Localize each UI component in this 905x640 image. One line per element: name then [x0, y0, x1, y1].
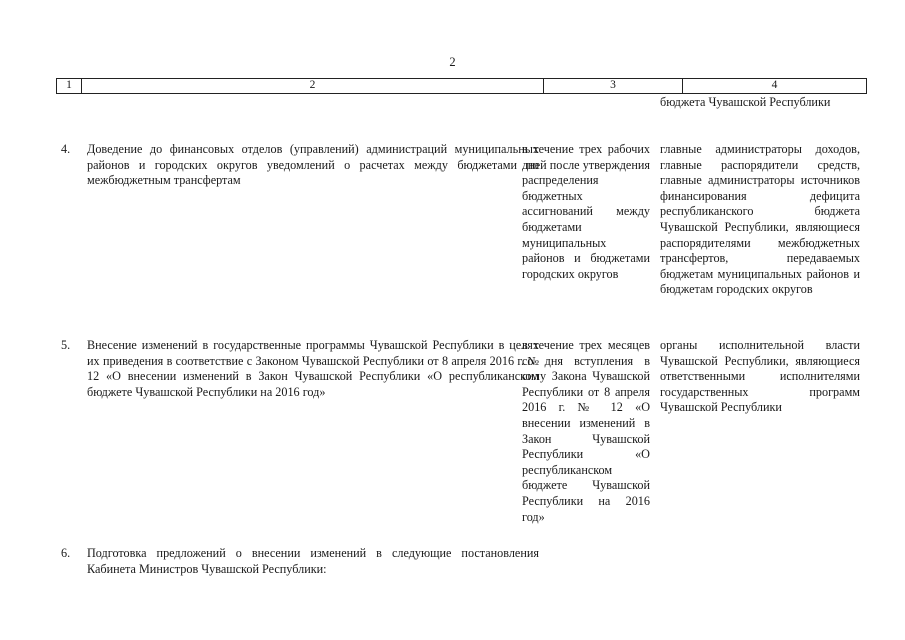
header-cell-3: 3: [544, 79, 683, 93]
row-description: Внесение изменений в государственные программы Чувашской Республики в целях их приведения в соответствие с Законом Чувашской Республики от 8 апреля 2016 г. № 12 «О внесении изменений в Закон Чувашской Республики «О республиканском бюджете Чувашской Республики на 2016 год»: [87, 338, 539, 399]
row-deadline: в течение трех месяцев со дня вступления в силу Закона Чувашской Республики от 8 апреля 2016 г. № 12 «О внесении изменений в Закон Чувашской Республики «О республиканском бюджете Чувашской Республики на 2016 год»: [522, 338, 650, 524]
page-number: 2: [449, 55, 456, 69]
row-description: Доведение до финансовых отделов (управлений) администраций муниципальных районов и городских округов уведомлений о расчетах между бюджетами по межбюджетным трансфертам: [87, 142, 539, 188]
header-cell-4: 4: [771, 79, 778, 91]
row-number: 5.: [61, 338, 71, 352]
header-cell-1: 1: [57, 79, 82, 93]
table-header-row: [56, 78, 867, 94]
row-number: 6.: [61, 546, 71, 560]
row-deadline: в течение трех рабочих дней после утверждения распределения бюджетных ассигнований между бюджетами муниципальных районов и бюджетами городских округов: [522, 142, 650, 281]
header-cell-2: 2: [82, 79, 544, 93]
row-responsible: главные администраторы доходов, главные распорядители средств, главные администраторы источников финансирования дефицита республиканского бюджета Чувашской Республики, являющиеся распорядителями межбюджетных трансфертов, передаваемых бюджетам муниципальных районов и бюджетам городских округов: [660, 142, 860, 297]
continued-responsible-text: бюджета Чувашской Республики: [660, 95, 831, 109]
row-description: Подготовка предложений о внесении изменений в следующие постановления Кабинета Министров Чувашской Республики:: [87, 546, 539, 576]
row-number: 4.: [61, 142, 71, 156]
row-responsible: органы исполнительной власти Чувашской Республики, являющиеся ответственными исполнителями государственных программ Чувашской Республики: [660, 338, 860, 415]
